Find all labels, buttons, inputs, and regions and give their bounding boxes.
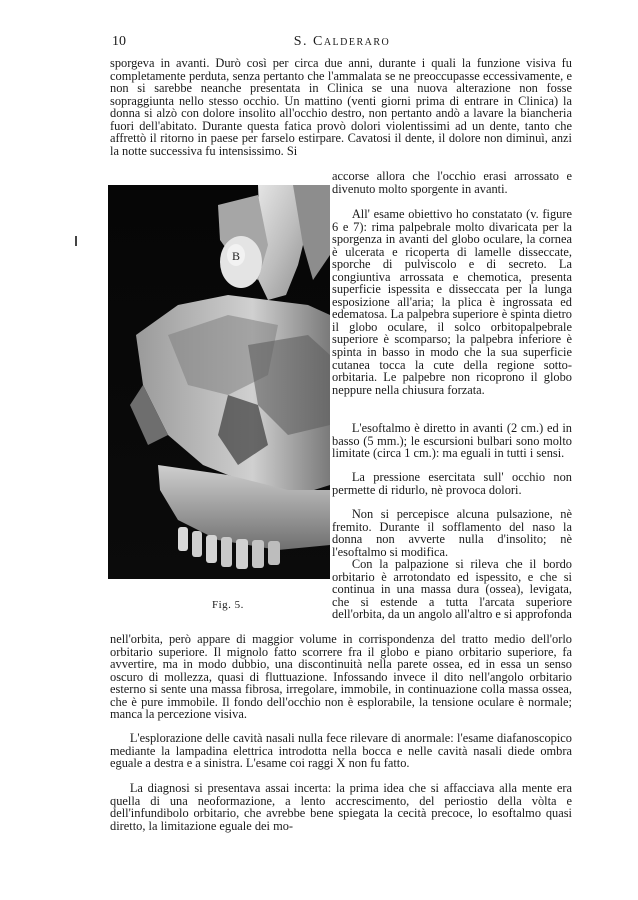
figure-caption: Fig. 5. <box>212 599 244 611</box>
paragraph-intro: sporgeva in avanti. Durò così per circa due anni, durante i quali la funzione visiva fu completamente perduta, senza pertanto che l'ammalata se ne preoccupasse eccessivamente, e non si sarebbe neanche presentata in Clinica se una nuova alterazione non fosse sopraggiunta nello stesso occhio. Un mattino (venti giorni prima di entrare in Clinica) la donna si alzò con dolore insolito all'occhio destro, non pertanto andò a lavare la biancheria fuori dell'abitato. Durante questa fatica provò dolori violentissimi ad un dente, tanto che affrettò il ritorno in paese per farselo estirpare. Cavatosi il dente, il dolore non diminuì, anzi la notte successiva fu intensissimo. Si <box>110 56 572 158</box>
paragraph-palpation-continuation: nell'orbita, però appare di maggior volume in corrispondenza del tratto medio dell'orlo orbitario superiore. Il mignolo fatto scorrere fra il globo e piano orbitario superiore, fa avvertire, ma in modo dubbio, una discontinuità nella parete ossea, ed in essa un senso oscuro di mollezza, quasi di fluttuazione. Infossando invece il dito nell'angolo orbitario esterno si sente una massa fibrosa, irregolare, immobile, in continuazione colla massa ossea, che è pure immobile. Il fondo dell'occhio non è esplorabile, la tensione oculare è normale; manca la percezione visiva. <box>110 632 572 722</box>
paragraph-intro-continuation: accorse allora che l'occhio erasi arrossato e divenuto molto sporgente in avanti. <box>332 169 572 196</box>
paragraph-pulsation: Non si percepisce alcuna pulsazione, nè fremito. Durante il sofflamento del naso la donna non avverte nulla d'insolito; nè l'esoftalmo si modifica. <box>332 507 572 559</box>
running-head: S. Calderaro <box>293 34 391 49</box>
paragraph-diagnosis: La diagnosi si presentava assai incerta: la prima idea che si affacciava alla mente era quella di una neoformazione, a lento accrescimento, del periostio della vòlta e dell'infundibolo orbitario, che avrebbe bene spiegata la cecità precoce, lo esoftalmo quasi diretto, la limitazione eguale dei mo- <box>110 781 572 833</box>
paragraph-examination: All' esame obiettivo ho constatato (v. figure 6 e 7): rima palpebrale molto divaricata per la sporgenza in avanti del globo oculare, la cornea è ulcerata e ricoperta di lamelle disseccate, sporche di pulviscolo e di secreto. La congiuntiva arrossata e chemotica, presenta superficie ispessita e disseccata per la lunga esposizione all'aria; la plica è ingrossata ed edematosa. La palpebra superiore è spinta dietro il globo oculare, il solco orbitopalpebrale superiore è scomparso; la palpebra inferiore è spinta in basso in modo che la sua superficie cutanea tocca la cute della regione sotto-orbitaria. Le palpebre non ricoprono il globo neppure nella chiusura forzata. <box>332 207 572 397</box>
paragraph-pressure: La pressione esercitata sull' occhio non permette di ridurlo, nè provoca dolori. <box>332 470 572 497</box>
page-number: 10 <box>112 34 126 49</box>
skull-illustration <box>108 185 330 579</box>
margin-mark <box>75 236 77 246</box>
skull-photograph <box>108 185 330 579</box>
page-header <box>112 34 572 52</box>
paragraph-exophthalmos: L'esoftalmo è diretto in avanti (2 cm.) ed in basso (5 mm.); le escursioni bulbari sono molto limitate (circa 1 cm.): ma eguali in tutti i sensi. <box>332 421 572 461</box>
paragraph-palpation: Con la palpazione si rileva che il bordo orbitario è arrotondato ed ispessito, e che si continua in una massa dura (ossea), levigata, che si estende a tutta l'arcata superiore dell'orbita, da un angolo all'altro e si approfonda <box>332 557 572 622</box>
paragraph-nasal-exploration: L'esplorazione delle cavità nasali nulla fece rilevare di anormale: l'esame diafanoscopico mediante la lampadina elettrica introdotta nella bocca e nelle cavità nasali diede ombra eguale a destra e a sinistra. L'esame coi raggi X non fu fatto. <box>110 731 572 771</box>
figure-label-b: B <box>232 249 241 263</box>
